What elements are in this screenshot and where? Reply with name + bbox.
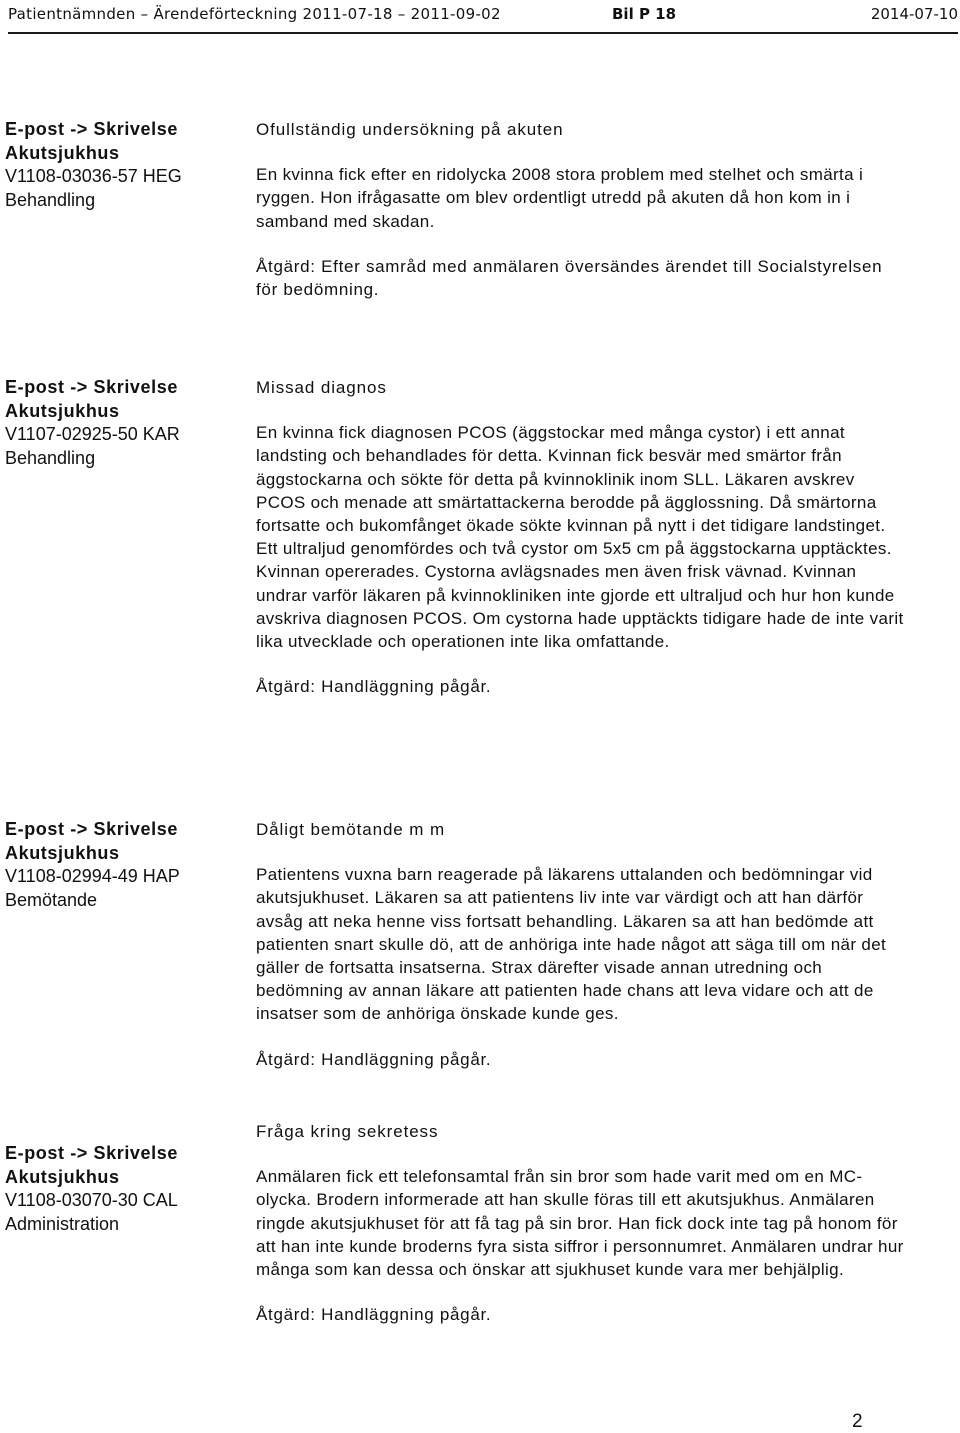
case-place: Akutsjukhus [5, 1166, 120, 1187]
case-type: E-post -> Skrivelse [5, 1143, 178, 1163]
case-action: Åtgärd: Handläggning pågår. [256, 677, 492, 697]
case-meta [5, 376, 235, 470]
case-content [256, 1120, 906, 1326]
case-description: En kvinna fick efter en ridolycka 2008 stora problem med stelhet och smärta i ryggen. Hon ifrågasatte om blev ordentligt utredd på akuten då hon kom in i samband med skadan. [256, 165, 864, 231]
header-appendix-label: Bil P 18 [612, 5, 677, 23]
page-header [8, 0, 958, 34]
case-type: E-post -> Skrivelse [5, 377, 178, 397]
case-type: E-post -> Skrivelse [5, 819, 178, 839]
case-title: Dåligt bemötande m m [256, 820, 446, 839]
case-type: E-post -> Skrivelse [5, 119, 178, 139]
case-description: Patientens vuxna barn reagerade på läkarens uttalanden och bedömningar vid akutsjukhuset. Läkaren sa att patientens liv inte var värdigt och att han därför avsåg att neka henne viss fortsatt behandling. Läkaren sa att han bedömde att patienten snart skulle dö, att de anhöriga inte hade något att säga till om när det gäller de fortsatta insatserna. Strax därefter visade annan utredning och bedömning av annan läkare att patienten hade chans att leva vidare och att de insatser som de anhöriga önskade kunde ges. [256, 865, 887, 1024]
case-place: Akutsjukhus [5, 142, 120, 163]
case-action: Åtgärd: Handläggning pågår. [256, 1305, 492, 1325]
case-category: Bemötande [5, 889, 98, 910]
case-content [256, 818, 906, 1071]
case-action: Åtgärd: Handläggning pågår. [256, 1049, 492, 1069]
case-id: V1107-02925-50 KAR [5, 424, 180, 444]
case-place: Akutsjukhus [5, 842, 120, 863]
case-category: Behandling [5, 447, 96, 468]
case-id: V1108-02994-49 HAP [5, 866, 180, 886]
case-meta [5, 818, 235, 912]
case-description: Anmälaren fick ett telefonsamtal från sin bror som hade varit med om en MC-olycka. Brodern informerade att han skulle föras till ett akutsjukhus. Anmälaren ringde akutsjukhuset för att få tag på sin bror. Han fick dock inte tag på honom för att han inte kunde broderns fyra sista siffror i personnumret. Anmälaren undrar hur många som kan dessa och önskar att sjukhuset kunde vara mer behjälplig. [256, 1167, 904, 1280]
case-description: En kvinna fick diagnosen PCOS (äggstockar med många cystor) i ett annat landsting och behandlades för detta. Kvinnan fick besvär med smärtor från äggstockarna och sökte för detta på kvinnoklinik inom SLL. Läkaren avskrev PCOS och menade att smärtattackerna berodde på ägglossning. Då smärtorna fortsatte och bukomfånget ökade sökte kvinnan på nytt i det tidigare landstinget. Ett ultraljud genomfördes och två cystor om 5x5 cm på äggstockarna upptäcktes. Kvinnan opererades. Cystorna avlägsnades men även frisk vävnad. Kvinnan undrar varför läkaren på kvinnokliniken inte gjorde ett ultraljud och hur hon kunde avskriva diagnosen PCOS. Om cystorna hade upptäckts tidigare hade de inte varit lika utvecklade och operationen inte lika omfattande. [256, 423, 904, 652]
case-action: Åtgärd: Efter samråd med anmälaren översändes ärendet till Socialstyrelsen för bedömning. [256, 256, 883, 300]
case-title: Ofullständig undersökning på akuten [256, 120, 564, 139]
header-document-title: Patientnämnden – Ärendeförteckning 2011-07-18 – 2011-09-02 [8, 5, 501, 23]
header-date: 2014-07-10 [870, 5, 958, 23]
page-number: 2 [852, 1411, 863, 1432]
case-id: V1108-03070-30 CAL [5, 1190, 178, 1210]
case-meta [5, 118, 235, 212]
case-place: Akutsjukhus [5, 400, 120, 421]
case-content [256, 118, 906, 301]
case-title: Missad diagnos [256, 378, 387, 397]
case-meta [5, 1142, 235, 1236]
case-category: Behandling [5, 189, 96, 210]
case-content [256, 376, 906, 698]
case-id: V1108-03036-57 HEG [5, 166, 182, 186]
case-title: Fråga kring sekretess [256, 1122, 439, 1141]
case-category: Administration [5, 1213, 120, 1234]
